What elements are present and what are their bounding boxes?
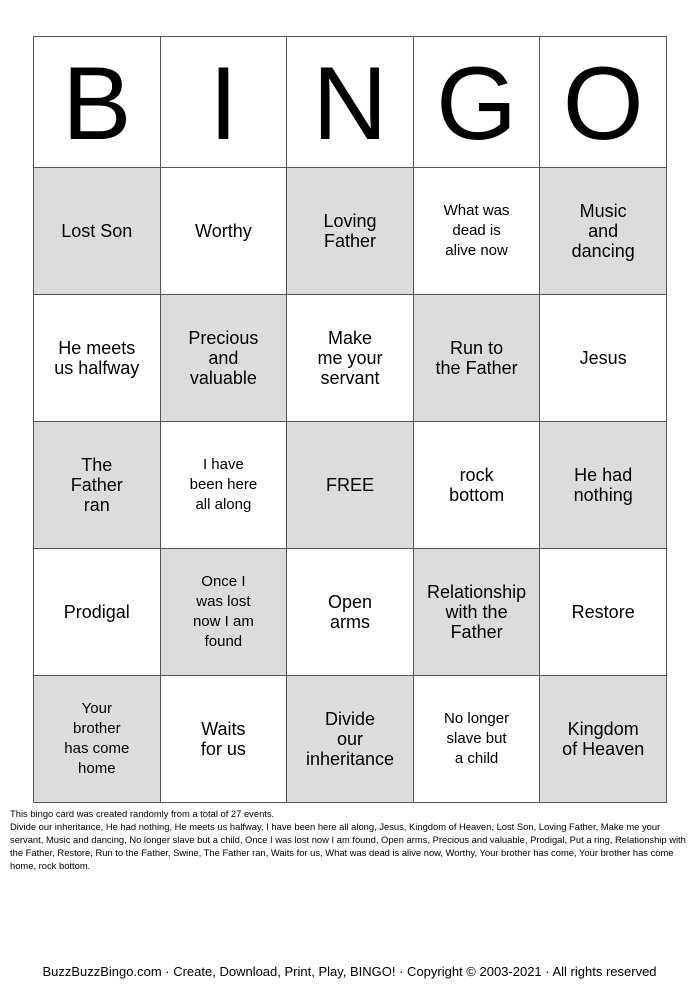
header-letter: O [540,37,667,168]
bingo-cell: rock bottom [413,422,540,549]
bingo-cell: Waits for us [160,676,287,803]
bingo-cell: Once I was lost now I am found [160,549,287,676]
header-letter: B [34,37,161,168]
bingo-cell: Prodigal [34,549,161,676]
bingo-cell: FREE [287,422,414,549]
info-event-list: Divide our inheritance, He had nothing, He meets us halfway, I have been here all along, Jesus, Kingdom of Heaven, Lost Son, Loving Father, Make me your servant, Music and dancing, No longer slave but a child, Once I was lost now I am found, Open arms, Precious and valuable, Prodigal, Put a ring, Relationship with the Father, Restore, Run to the Father, Swine, The Father ran, Waits for us, What was dead is alive now, Worthy, Your brother has come, Your brother has come home, rock bottom. [10,821,686,871]
bingo-cell: Divide our inheritance [287,676,414,803]
header-row [34,37,667,168]
bingo-cell: Music and dancing [540,168,667,295]
card-row [34,295,667,422]
bingo-cell: Precious and valuable [160,295,287,422]
bingo-cell: Jesus [540,295,667,422]
bingo-cell: Loving Father [287,168,414,295]
header-letter: G [413,37,540,168]
bingo-cell: I have been here all along [160,422,287,549]
bingo-cell: Open arms [287,549,414,676]
bingo-cell: He had nothing [540,422,667,549]
header-letter: I [160,37,287,168]
bingo-cell: Run to the Father [413,295,540,422]
card-row [34,168,667,295]
card-row [34,676,667,803]
page-footer: BuzzBuzzBingo.com · Create, Download, Print, Play, BINGO! · Copyright © 2003-2021 · All rights reserved [42,964,657,979]
bingo-cell: Kingdom of Heaven [540,676,667,803]
bingo-cell: Relationship with the Father [413,549,540,676]
bingo-cell: He meets us halfway [34,295,161,422]
bingo-cell: Worthy [160,168,287,295]
info-summary: This bingo card was created randomly from a total of 27 events. [10,808,275,819]
bingo-cell: The Father ran [34,422,161,549]
header-letter: N [287,37,414,168]
bingo-card [33,36,667,803]
bingo-cell: Restore [540,549,667,676]
bingo-cell: Make me your servant [287,295,414,422]
card-info [10,807,690,872]
card-row [34,422,667,549]
bingo-cell: What was dead is alive now [413,168,540,295]
bingo-cell: No longer slave but a child [413,676,540,803]
bingo-cell: Your brother has come home [34,676,161,803]
bingo-cell: Lost Son [34,168,161,295]
card-row [34,549,667,676]
